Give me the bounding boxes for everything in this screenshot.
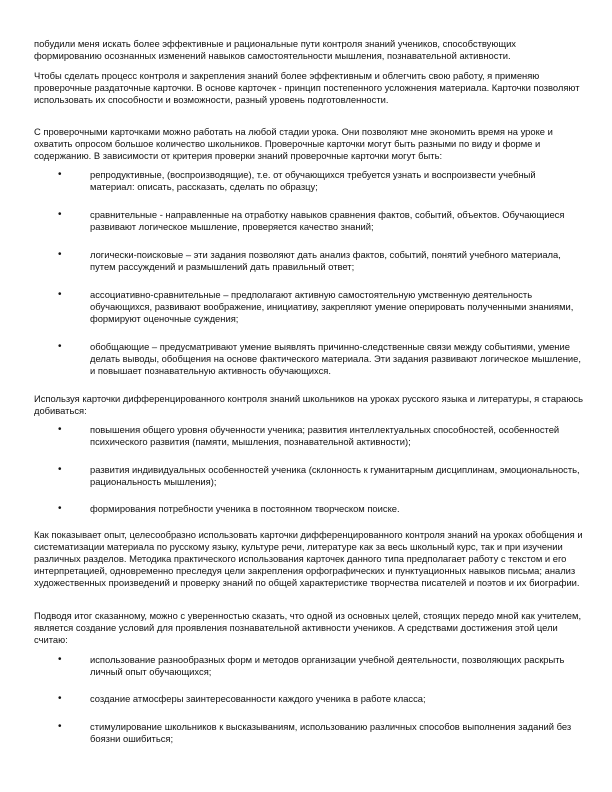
list-item [0,209,582,233]
list-item-text: развития индивидуальных особенностей ученика (склонность к гуманитарным дисциплинам, эмоциональность, рациональность мышления); [90,464,580,487]
bullet-marker: • [58,209,62,220]
list-item-text: создание атмосферы заинтересованности каждого ученика в работе класса; [90,693,426,704]
bullet-marker: • [58,654,62,665]
bullet-marker: • [58,721,62,732]
list-item-text: ассоциативно-сравнительные – предполагают активную самостоятельную умственную деятельность обучающихся, развивают воображение, инициативу, закрепляют умение оперировать полученными знаниями, формируют оценочные суждения; [90,289,574,324]
bullet-marker: • [58,289,62,300]
list-item [0,169,582,193]
bullet-marker: • [58,424,62,435]
paragraph-card-stages: С проверочными карточками можно работать на любой стадии урока. Они позволяют мне экономить время на уроке и охватить опросом большое количество школьников. Проверочные карточки могут быть разными по виду и форме и содержанию. В зависимости от критерия проверки знаний проверочные карточки могут быть: [34,126,553,161]
list-item-text: логически-поисковые – эти задания позволяют дать анализ фактов, событий, понятий учебного материала, путем рассуждений и размышлений дать правильный ответ; [90,249,561,272]
list-item-text: использование разнообразных форм и методов организации учебной деятельности, позволяющих раскрыть личный опыт обучающихся; [90,654,565,677]
list-item [0,341,582,377]
paragraph-goals-intro: Используя карточки дифференцированного контроля знаний школьников на уроках русского языка и литературы, я стараюсь добиваться: [34,393,583,416]
list-item [0,503,582,515]
list-item [0,693,582,705]
list-item-text: сравнительные - направленные на отработку навыков сравнения фактов, событий, объектов. Обучающиеся развивают логическое мышление, проверяется качество знаний; [90,209,565,232]
list-item [0,424,582,448]
bullet-marker: • [58,249,62,260]
list-item-text: формирования потребности ученика в постоянном творческом поиске. [90,503,400,514]
paragraph-cards-purpose: Чтобы сделать процесс контроля и закрепления знаний более эффективным и облегчить свою работу, я применяю проверочные раздаточные карточки. В основе карточек - принцип постепенного усложнения материала. Карточки позволяют использовать их способности и возможности, разный уровень подготовленности. [34,70,580,105]
list-item-text: повышения общего уровня обученности ученика; развития интеллектуальных способностей, особенностей психического развития (памяти, мышления, познавательной активности); [90,424,560,447]
bullet-marker: • [58,169,62,180]
list-item [0,289,582,325]
list-item [0,464,582,488]
list-item [0,654,582,678]
list-item-text: репродуктивные, (воспроизводящие), т.е. от обучающихся требуется узнать и воспроизвести учебный материал: описать, рассказать, сделать по образцу; [90,169,536,192]
bullet-marker: • [58,693,62,704]
list-item [0,721,582,745]
paragraph-experience: Как показывает опыт, целесообразно использовать карточки дифференцированного контроля знаний на уроках обобщения и систематизации материала по русскому языку, культуре речи, литературе как за весь школьный курс, так и при изучении различных разделов. Методика практического использования карточек данного типа предполагает работу с текстом и его интерпретацией, одновременно преследуя цели закрепления орфографических и пунктуационных навыков письма; анализ художественных произведений и проверку знаний по общей характеристике творчества писателей и поэтов и их биографии. [34,529,583,588]
bullet-marker: • [58,341,62,352]
list-item-text: стимулирование школьников к высказываниям, использованию различных способов выполнения заданий без боязни ошибиться; [90,721,572,744]
bullet-marker: • [58,503,62,514]
list-item-text: обобщающие – предусматривают умение выявлять причинно-следственные связи между событиями, умение делать выводы, обобщения на основе фактического материала. Эти задания развивают логическое мышление, и повышает познавательную активность обучающихся. [90,341,581,376]
paragraph-conclusion: Подводя итог сказанному, можно с уверенностью сказать, что одной из основных целей, стоящих передо мной как учителем, является создание условий для проявления познавательной активности учеников. А средствами достижения этой цели считаю: [34,610,582,645]
list-item [0,249,582,273]
paragraph-intro: побудили меня искать более эффективные и рациональные пути контроля знаний учеников, способствующих формированию осознанных изменений навыков самостоятельности мышления, познавательной активности. [34,38,516,61]
bullet-marker: • [58,464,62,475]
